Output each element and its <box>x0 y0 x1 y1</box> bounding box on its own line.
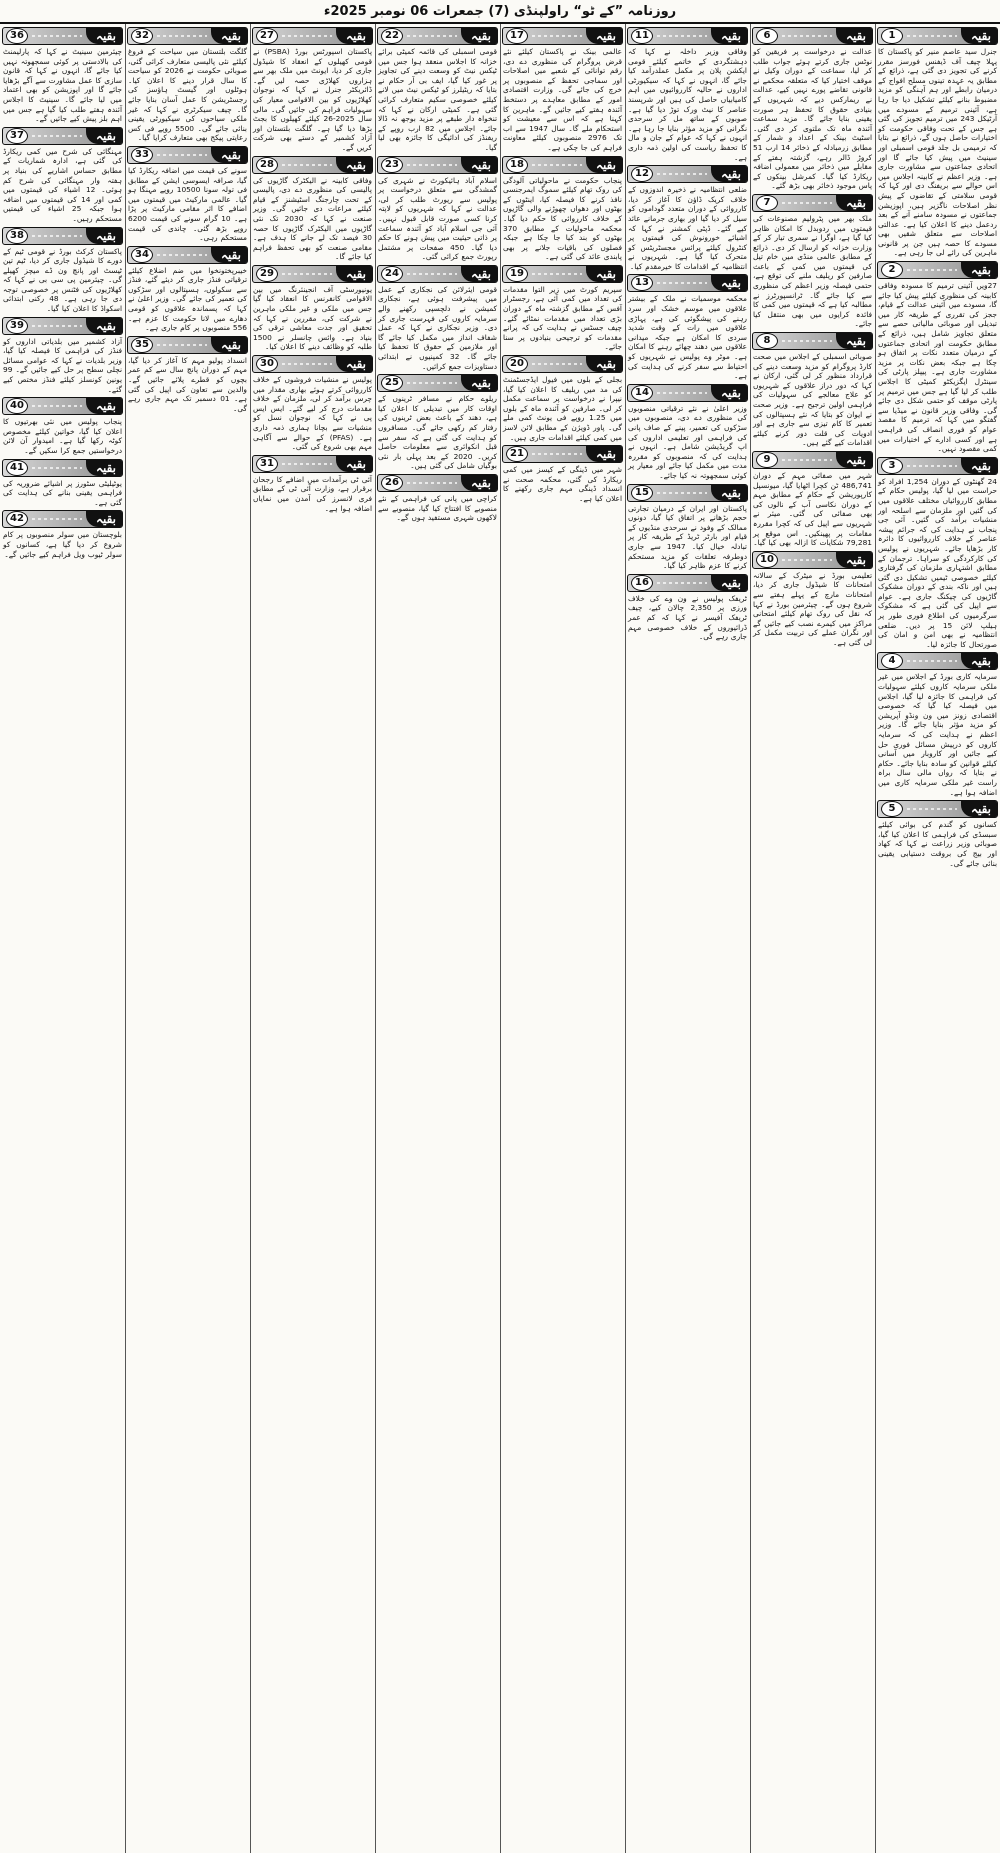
brief-number: 18 <box>506 157 528 173</box>
brief-banner <box>377 374 498 392</box>
brief-label: بقیہ <box>211 247 247 263</box>
brief-text: بجلی کے بلوں میں فیول ایڈجسٹمنٹ کی مد میں ریلیف کا اعلان کیا گیا، نیپرا نے درخواست پر سماعت مکمل کر لی۔ صارفین کو آئندہ ماہ کے بلوں میں 1.25 روپے فی یونٹ کمی ملے گی۔ پاور ڈویژن کے مطابق لائن لاسز میں کمی کیلئے اقدامات جاری ہیں۔ <box>503 375 622 442</box>
brief-number: 19 <box>506 266 528 282</box>
brief-text: پاکستان اور ایران کے درمیان تجارتی حجم بڑھانے پر اتفاق کیا گیا، دونوں ممالک کے وفود نے سرحدی منڈیوں کے قیام اور بارٹر ٹریڈ کے طریقہ کار پر تبادلہ خیال کیا۔ 1947 سے جاری دوطرفہ تعلقات کو مزید مستحکم کرنے کا عزم ظاہر کیا گیا۔ <box>628 503 747 571</box>
brief-banner <box>2 227 123 245</box>
brief-number: 5 <box>881 801 903 817</box>
brief-number: 25 <box>381 375 403 391</box>
column-rule <box>750 24 751 1853</box>
brief-number: 28 <box>256 157 278 173</box>
brief-number: 29 <box>256 266 278 282</box>
column-rule <box>250 24 251 1853</box>
column-rule <box>625 24 626 1853</box>
banner-ornament-icon <box>32 135 82 137</box>
brief-number: 42 <box>6 511 28 527</box>
brief-label: بقیہ <box>961 28 997 44</box>
brief-label: بقیہ <box>86 228 122 244</box>
brief-banner <box>752 451 873 469</box>
brief-number: 31 <box>256 456 278 472</box>
brief-text: شہر میں ڈینگی کے کیسز میں کمی ریکارڈ کی گئی، محکمہ صحت نے انسداد ڈینگی مہم جاری رکھنے کا اعلان کیا ہے۔ <box>503 465 622 503</box>
brief-label: بقیہ <box>711 166 747 182</box>
brief-banner <box>627 27 748 45</box>
brief-banner <box>502 445 623 463</box>
brief-number: 41 <box>6 460 28 476</box>
brief-number: 11 <box>631 28 653 44</box>
banner-ornament-icon <box>32 325 82 327</box>
brief-label: بقیہ <box>461 266 497 282</box>
brief-banner <box>2 510 123 528</box>
banner-ornament-icon <box>157 254 207 256</box>
column-8 <box>0 24 125 1853</box>
brief-label: بقیہ <box>86 28 122 44</box>
banner-ornament-icon <box>907 465 957 467</box>
brief-number: 40 <box>6 398 28 414</box>
brief-banner <box>377 265 498 283</box>
brief-text: 27ویں آئینی ترمیم کا مسودہ وفاقی کابینہ کی منظوری کیلئے پیش کیا جائے گا، مسودے میں آئینی عدالت کے قیام، ججز کی تقرری کے طریقہ کار میں تبدیلی اور صوبائی مالیاتی حصے سے متعلق تجاویز شامل ہیں، ذرائع کے مطابق حکومت اور اتحادی جماعتوں کے درمیان متعدد نکات پر اتفاق ہو چکا ہے جبکہ بعض نکات پر مزید مشاورت جاری ہے۔ پیپلز پارٹی کی سینٹرل ایگزیکٹو کمیٹی کا اجلاس طلب کر لیا گیا ہے جس میں ترمیم پر پارٹی موقف کو حتمی شکل دی جائے گی۔ وفاقی وزیر قانون نے میڈیا سے گفتگو میں کہا کہ ترمیم کا مقصد عوام کو فوری انصاف کی فراہمی ہے اور کسی ادارے کے اختیارات میں کمی مقصود نہیں۔ <box>878 281 997 454</box>
column-4 <box>500 24 625 1853</box>
brief-banner <box>127 336 248 354</box>
brief-label: بقیہ <box>836 552 872 568</box>
brief-banner <box>2 127 123 145</box>
brief-label: بقیہ <box>336 456 372 472</box>
brief-number: 32 <box>131 28 153 44</box>
brief-banner <box>502 156 623 174</box>
column-1 <box>875 24 1000 1853</box>
brief-number: 36 <box>6 28 28 44</box>
brief-text: قومی ایئرلائن کی نجکاری کے عمل میں پیشرفت ہوئی ہے، نجکاری کمیشن نے دلچسپی رکھنے والے سرمایہ کاروں کی فہرست جاری کر دی۔ وزیر نجکاری نے کہا کہ عمل شفاف انداز میں مکمل کیا جائے گا اور ملازمین کے حقوق کا تحفظ کیا جائے گا۔ 32 کمپنیوں نے ابتدائی دستاویزات جمع کرائیں۔ <box>378 284 497 371</box>
brief-number: 30 <box>256 356 278 372</box>
brief-label: بقیہ <box>961 458 997 474</box>
brief-label: بقیہ <box>586 446 622 462</box>
banner-ornament-icon <box>32 235 82 237</box>
brief-banner <box>877 261 998 279</box>
brief-label: بقیہ <box>836 195 872 211</box>
banner-ornament-icon <box>32 467 82 469</box>
brief-label: بقیہ <box>961 801 997 817</box>
banner-ornament-icon <box>782 202 832 204</box>
brief-banner <box>752 551 873 569</box>
brief-number: 14 <box>631 385 653 401</box>
brief-label: بقیہ <box>586 356 622 372</box>
brief-number: 9 <box>756 452 778 468</box>
banner-ornament-icon <box>657 392 707 394</box>
brief-label: بقیہ <box>711 385 747 401</box>
brief-number: 23 <box>381 157 403 173</box>
banner-ornament-icon <box>657 35 707 37</box>
brief-banner <box>752 332 873 350</box>
brief-banner <box>502 27 623 45</box>
brief-text: وزیر اعلیٰ نے نئے ترقیاتی منصوبوں کی منظوری دے دی، منصوبوں میں سڑکوں کی تعمیر، پینے کے صاف پانی کی فراہمی اور تعلیمی اداروں کی اپ گریڈیشن شامل ہے۔ انہوں نے ہدایت کی کہ منصوبوں کو مقررہ مدت میں مکمل کیا جائے اور معیار پر کوئی سمجھوتہ نہ کیا جائے۔ <box>628 403 747 480</box>
brief-number: 13 <box>631 275 653 291</box>
brief-text: ٹریفک پولیس نے ون وے کی خلاف ورزی پر 2,350 چالان کیے، چیف ٹریفک آفیسر نے کہا کہ کم عمر ڈرائیوروں کے خلاف خصوصی مہم جاری رہے گی۔ <box>628 593 747 642</box>
brief-label: بقیہ <box>86 318 122 334</box>
column-6 <box>250 24 375 1853</box>
brief-number: 7 <box>756 195 778 211</box>
brief-label: بقیہ <box>586 28 622 44</box>
brief-label: بقیہ <box>711 485 747 501</box>
brief-text: ضلعی انتظامیہ نے ذخیرہ اندوزوں کے خلاف کریک ڈاؤن کا آغاز کر دیا، کارروائی کے دوران متعدد گوداموں کو سیل کر دیا گیا اور بھاری جرمانے عائد کیے گئے۔ ڈپٹی کمشنر نے کہا کہ اشیائے خورونوش کی قیمتوں پر کنٹرول کیلئے پرائس مجسٹریٹس کو متحرک کیا گیا ہے۔ شہریوں نے انتظامیہ کے اقدامات کا خیرمقدم کیا۔ <box>628 185 747 271</box>
brief-text: وفاقی کابینہ نے الیکٹرک گاڑیوں کی پالیسی کی منظوری دے دی، پالیسی کے تحت چارجنگ اسٹیشنز کے قیام کیلئے مراعات دی جائیں گی۔ وزیر صنعت نے کہا کہ 2030 تک نئی گاڑیوں میں الیکٹرک گاڑیوں کا حصہ 30 فیصد تک لے جانے کا ہدف ہے۔ مقامی صنعت کو بھی تحفظ فراہم کیا جائے گا۔ <box>253 175 372 262</box>
brief-banner <box>252 27 373 45</box>
banner-ornament-icon <box>282 35 332 37</box>
brief-text: سونے کی قیمت میں اضافہ ریکارڈ کیا گیا، صرافہ ایسوسی ایشن کے مطابق فی تولہ سونا 10500 روپے مہنگا ہو گیا۔ عالمی مارکیٹ میں قیمتوں میں اضافے کا اثر مقامی مارکیٹ پر پڑا ہے۔ 10 گرام سونے کی قیمت 6200 روپے بڑھ گئی۔ چاندی کی قیمت مستحکم رہی۔ <box>128 165 247 243</box>
banner-ornament-icon <box>532 164 582 166</box>
brief-number: 24 <box>381 266 403 282</box>
column-2 <box>750 24 875 1853</box>
brief-label: بقیہ <box>961 262 997 278</box>
banner-ornament-icon <box>782 559 832 561</box>
brief-banner <box>127 246 248 264</box>
brief-banner <box>627 274 748 292</box>
brief-banner <box>252 156 373 174</box>
brief-banner <box>627 384 748 402</box>
banner-ornament-icon <box>407 35 457 37</box>
banner-ornament-icon <box>782 459 832 461</box>
brief-banner <box>2 27 123 45</box>
brief-number: 27 <box>256 28 278 44</box>
banner-ornament-icon <box>657 492 707 494</box>
brief-banner <box>252 355 373 373</box>
brief-text: وفاقی وزیر داخلہ نے کہا کہ دہشتگردی کے خاتمے کیلئے قومی ایکشن پلان پر مکمل عملدرآمد کیا جائے گا، انہوں نے کہا کہ سیکیورٹی اداروں نے حالیہ کارروائیوں میں اہم کامیابیاں حاصل کی ہیں اور شرپسند عناصر کا نیٹ ورک توڑ دیا گیا ہے۔ صوبوں کے ساتھ مل کر سرحدی نگرانی کو مزید مؤثر بنایا جا رہا ہے۔ انہوں نے کہا کہ عوام کے جان و مال کا تحفظ ریاست کی اولین ذمہ داری ہے۔ <box>628 47 747 162</box>
brief-text: مہنگائی کی شرح میں کمی ریکارڈ کی گئی ہے، ادارہ شماریات کے مطابق حساس اشاریے کی بنیاد پر ہفتہ وار مہنگائی کی شرح کم ہوئی۔ 12 اشیاء کی قیمتوں میں کمی اور 14 کی قیمتوں میں اضافہ ہوا جبکہ 25 اشیاء کی قیمتیں مستحکم رہیں۔ <box>3 146 123 223</box>
banner-ornament-icon <box>907 35 957 37</box>
brief-text: چیئرمین سینیٹ نے کہا کہ پارلیمنٹ کی بالادستی پر کوئی سمجھوتہ نہیں کیا جائے گا، انہوں نے کہا کہ قانون سازی کا عمل مشاورت سے آگے بڑھایا جائے گا اور اپوزیشن کو بھی اعتماد میں لیا جائے گا۔ سینیٹ کا اجلاس آئندہ ہفتے طلب کیا گیا ہے جس میں اہم بلز پیش کیے جائیں گے۔ <box>3 47 122 124</box>
brief-label: بقیہ <box>336 28 372 44</box>
brief-text: پاکستان کرکٹ بورڈ نے قومی ٹیم کے دورے کا شیڈول جاری کر دیا، ٹیم تین ٹیسٹ اور پانچ ون ڈے میچز کھیلے گی۔ چیئرمین پی سی بی نے کہا کہ کھلاڑیوں کی فٹنس پر خصوصی توجہ دی جا رہی ہے۔ 48 رکنی ابتدائی اسکواڈ کا اعلان کیا گیا۔ <box>3 246 122 314</box>
brief-text: 24 گھنٹوں کے دوران 1,254 افراد کو حراست میں لیا گیا، پولیس حکام کے مطابق کارروائیاں مختلف علاقوں میں کی گئیں اور ملزمان سے اسلحہ اور منشیات برآمد کی گئیں۔ آئی جی پنجاب نے ہدایت کی کہ جرائم پیشہ عناصر کے خلاف کارروائیوں کا دائرہ کار بڑھایا جائے۔ شہریوں نے پولیس کی کارکردگی کو سراہا۔ ترجمان کے مطابق اشتہاری ملزمان کی گرفتاری کیلئے خصوصی ٹیمیں تشکیل دی گئی ہیں اور ناکہ بندی کے دوران مشکوک گاڑیوں کی چیکنگ جاری ہے۔ عوام سے اپیل کی گئی ہے کہ مشکوک سرگرمیوں کی اطلاع فوری طور پر ہیلپ لائن 15 پر دیں۔ ضلعی انتظامیہ نے بھی امن و امان کی صورتحال کا جائزہ لیا۔ <box>878 476 997 649</box>
banner-ornament-icon <box>282 164 332 166</box>
brief-number: 35 <box>131 337 153 353</box>
brief-number: 34 <box>131 247 153 263</box>
brief-label: بقیہ <box>461 28 497 44</box>
brief-text: شہر میں صفائی مہم کے دوران 486,741 ٹن کچرا اٹھایا گیا، میونسپل کارپوریشن کے حکام کے مطابق مہم کے دوران نکاسی آب کے نالوں کی بھی صفائی کی گئی۔ میئر نے شہریوں سے اپیل کی کہ کچرا مقررہ مقامات پر پھینکیں۔ اس موقع پر 79,281 شکایات کا ازالہ بھی کیا گیا۔ <box>753 470 872 548</box>
brief-banner <box>752 194 873 212</box>
column-3 <box>625 24 750 1853</box>
brief-label: بقیہ <box>211 147 247 163</box>
brief-text: جنرل سید عاصم منیر کو پاکستان کا پہلا چیف آف ڈیفنس فورسز مقرر کرنے کی تجویز دی گئی ہے، ذرائع کے مطابق یہ عہدہ تینوں مسلح افواج کے درمیان رابطے اور ہم آہنگی کو مزید مضبوط بنانے کیلئے تشکیل دیا جا رہا ہے، آئینی ترمیم کے مسودے میں آرٹیکل 243 میں ترمیم تجویز کی گئی ہے جس کے تحت وفاقی حکومت کو اختیارات حاصل ہوں گے، ذرائع نے بتایا کہ ترمیمی بل جلد قومی اسمبلی اور سینیٹ میں پیش کیا جائے گا اور اتحادی جماعتوں سے مشاورت جاری ہے۔ وزیر اعظم نے کابینہ اجلاس میں اس حوالے سے بریفنگ دی اور کہا کہ قومی سلامتی کے تقاضوں کے پیش نظر اصلاحات ناگزیر ہیں، اپوزیشن جماعتوں نے مسودہ سامنے آنے کے بعد ردعمل دینے کا اعلان کیا ہے۔ عدالتی اصلاحات سے متعلق شقیں بھی مسودے کا حصہ ہیں جن پر قانونی ماہرین کی رائے لی جا رہی ہے۔ <box>878 47 998 258</box>
brief-text: تعلیمی بورڈ نے میٹرک کے سالانہ امتحانات کا شیڈول جاری کر دیا، امتحانات مارچ کے پہلے ہفتے سے شروع ہوں گے۔ چیئرمین بورڈ نے کہا کہ نقل کی روک تھام کیلئے امتحانی مراکز میں کیمرے نصب کیے جائیں گے اور نگران عملے کی تربیت مکمل کر لی گئی ہے۔ <box>753 570 872 647</box>
brief-text: پنجاب پولیس میں نئی بھرتیوں کا اعلان کیا گیا، خواتین کیلئے مخصوص کوٹہ رکھا گیا ہے۔ امیدوار آن لائن درخواستیں جمع کرا سکیں گے۔ <box>3 417 122 455</box>
banner-ornament-icon <box>532 363 582 365</box>
banner-ornament-icon <box>407 482 457 484</box>
banner-ornament-icon <box>657 582 707 584</box>
brief-text: آزاد کشمیر میں بلدیاتی اداروں کو فنڈز کی فراہمی کا فیصلہ کیا گیا، وزیر بلدیات نے کہا کہ عوامی مسائل نچلی سطح پر حل کیے جائیں گے۔ 99 یونین کونسلز کیلئے فنڈز مختص کیے گئے۔ <box>3 336 122 394</box>
brief-number: 8 <box>756 333 778 349</box>
brief-text: اسلام آباد ہائیکورٹ نے شہری کی گمشدگی سے متعلق درخواست پر پولیس سے رپورٹ طلب کر لی، عدالت نے کہا کہ شہریوں کو لاپتہ کرنا کسی صورت قابل قبول نہیں۔ آئی جی اسلام آباد کو آئندہ سماعت پر ذاتی حیثیت میں پیش ہونے کا حکم دیا گیا۔ 450 صفحات پر مشتمل رپورٹ جمع کرائی گئی۔ <box>378 175 497 262</box>
brief-banner <box>877 800 998 818</box>
brief-label: بقیہ <box>211 28 247 44</box>
brief-text: سپریم کورٹ میں زیر التوا مقدمات کی تعداد میں کمی آئی ہے، رجسٹرار آفس کے مطابق گزشتہ ماہ کے دوران بڑی تعداد میں مقدمات نمٹائے گئے۔ چیف جسٹس نے ہدایت کی کہ پرانے مقدمات کو ترجیحی بنیادوں پر سنا جائے۔ <box>503 284 622 352</box>
brief-text: عدالت نے درخواست پر فریقین کو نوٹس جاری کرتے ہوئے جواب طلب کر لیا، سماعت کے دوران وکیل نے موقف اختیار کیا کہ متعلقہ محکمے نے قانونی تقاضے پورے نہیں کیے، عدالت نے ریمارکس دیے کہ شہریوں کے بنیادی حقوق کا تحفظ ہر صورت یقینی بنایا جائے گا۔ مزید سماعت آئندہ ماہ تک ملتوی کر دی گئی۔ اسٹیٹ بینک کے اعداد و شمار کے مطابق زرمبادلہ کے ذخائر 14 ارب 51 کروڑ ڈالر رہے، گزشتہ ہفتے کے مقابلے میں ذخائر میں معمولی اضافہ ریکارڈ کیا گیا۔ کمرشل بینکوں کے پاس موجود ذخائر بھی بڑھ گئے۔ <box>753 47 872 191</box>
banner-ornament-icon <box>782 35 832 37</box>
column-rule <box>500 24 501 1853</box>
brief-number: 37 <box>6 128 28 144</box>
banner-ornament-icon <box>282 463 332 465</box>
brief-number: 12 <box>631 166 653 182</box>
banner-ornament-icon <box>657 282 707 284</box>
brief-number: 26 <box>381 475 403 491</box>
brief-number: 38 <box>6 228 28 244</box>
banner-ornament-icon <box>32 405 82 407</box>
brief-text: یونیورسٹی آف انجینئرنگ میں بین الاقوامی کانفرنس کا انعقاد کیا گیا جس میں ملکی و غیر ملکی ماہرین نے شرکت کی، مقررین نے کہا کہ تحقیق اور جدت معاشی ترقی کی بنیاد ہے۔ وائس چانسلر نے 1500 طلبہ کو وظائف دینے کا اعلان کیا۔ <box>253 284 372 352</box>
brief-number: 16 <box>631 575 653 591</box>
brief-label: بقیہ <box>86 460 122 476</box>
brief-text: عالمی بینک نے پاکستان کیلئے نئے قرض پروگرام کی منظوری دے دی، رقم توانائی کے شعبے میں اصلاحات اور سماجی تحفظ کے منصوبوں پر خرچ کی جائے گی۔ وزارت اقتصادی امور کے مطابق معاہدے پر دستخط آئندہ ہفتے کیے جائیں گے۔ ماہرین کا کہنا ہے کہ اس سے معیشت کو استحکام ملے گا۔ سال 1947 سے اب تک 2976 منصوبوں کیلئے معاونت فراہم کی جا چکی ہے۔ <box>503 47 622 152</box>
brief-banner <box>2 459 123 477</box>
brief-text: آئی ٹی برآمدات میں اضافے کا رجحان برقرار ہے، وزارت آئی ٹی کے مطابق فری لانسرز کی آمدن میں نمایاں اضافہ ہوا ہے۔ <box>253 474 372 513</box>
brief-label: بقیہ <box>336 356 372 372</box>
brief-text: خیبرپختونخوا میں ضم اضلاع کیلئے ترقیاتی فنڈز جاری کر دیئے گئے، فنڈز سے سکولوں، ہسپتالوں اور سڑکوں کی تعمیر کی جائے گی۔ وزیر اعلیٰ نے کہا کہ پسماندہ علاقوں کو قومی دھارے میں لانا حکومت کا عزم ہے۔ 556 منصوبوں پر کام جاری ہے۔ <box>128 265 247 333</box>
brief-label: بقیہ <box>836 28 872 44</box>
brief-number: 10 <box>756 552 778 568</box>
brief-banner <box>377 474 498 492</box>
brief-label: بقیہ <box>836 333 872 349</box>
brief-text: گلگت بلتستان میں سیاحت کے فروغ کیلئے نئی پالیسی متعارف کرائی گئی، صوبائی حکومت نے 2026 کو سیاحت کا سال قرار دینے کا اعلان کیا۔ ہوٹلوں اور گیسٹ ہاؤسز کی رجسٹریشن کا عمل آسان بنایا جائے گا۔ چیف سیکرٹری نے کہا کہ غیر ملکی سیاحوں کی سیکیورٹی یقینی بنائی جائے گی۔ 5500 روپے فی کس رعایتی پیکج بھی متعارف کرایا گیا۔ <box>128 47 247 143</box>
brief-number: 22 <box>381 28 403 44</box>
brief-label: بقیہ <box>86 511 122 527</box>
brief-text: پولیس نے منشیات فروشوں کے خلاف کارروائی کرتے ہوئے بھاری مقدار میں چرس برآمد کر لی، ملزمان کے خلاف مقدمات درج کر لیے گئے۔ ایس ایس پی نے کہا کہ نوجوان نسل کو منشیات سے بچانا ہماری ذمہ داری ہے۔ (PFAS) کے حوالے سے آگاہی مہم بھی شروع کی گئی۔ <box>253 375 372 452</box>
brief-number: 4 <box>881 653 903 669</box>
brief-banner <box>377 27 498 45</box>
column-rule <box>375 24 376 1853</box>
brief-text: سرمایہ کاری بورڈ کے اجلاس میں غیر ملکی سرمایہ کاروں کیلئے سہولیات کی فراہمی کا جائزہ لیا گیا، اجلاس میں فیصلہ کیا گیا کہ خصوصی اقتصادی زونز میں ون ونڈو آپریشن کو مزید مؤثر بنایا جائے گا۔ وزیر اعظم نے ہدایت کی کہ سرمایہ کاروں کو درپیش مسائل فوری حل کیے جائیں اور کاروبار میں آسانی کیلئے قوانین کو سادہ بنایا جائے۔ حکام نے بتایا کہ رواں مالی سال براہ راست غیر ملکی سرمایہ کاری میں اضافہ ہوا ہے۔ <box>878 672 997 797</box>
brief-text: ملک بھر میں پٹرولیم مصنوعات کی قیمتوں میں ردوبدل کا امکان ظاہر کیا گیا ہے، اوگرا نے سمری تیار کر کے وزارت خزانہ کو ارسال کر دی۔ ذرائع کے مطابق عالمی منڈی میں خام تیل کی قیمتوں میں کمی کے باعث صارفین کو ریلیف ملنے کی توقع ہے، حتمی فیصلہ وزیر اعظم کی منظوری سے کیا جائے گا۔ ٹرانسپورٹرز نے مطالبہ کیا ہے کہ قیمتوں میں کمی کا فائدہ کرایوں میں بھی منتقل کیا جائے۔ <box>753 213 872 329</box>
brief-banner <box>877 457 998 475</box>
brief-number: 2 <box>881 262 903 278</box>
brief-text: محکمہ موسمیات نے ملک کے بیشتر علاقوں میں موسم خشک اور سرد رہنے کی پیشگوئی کی ہے، پہاڑی علاقوں میں رات کے وقت شدید سردی کا امکان ہے جبکہ میدانی علاقوں میں دھند چھائے رہنے کا امکان ہے۔ موٹر وے پولیس نے شہریوں کو احتیاط سے سفر کرنے کی ہدایت کی ہے۔ <box>628 294 747 381</box>
column-5 <box>375 24 500 1853</box>
banner-ornament-icon <box>532 35 582 37</box>
brief-number: 6 <box>756 28 778 44</box>
banner-ornament-icon <box>657 173 707 175</box>
brief-label: بقیہ <box>711 28 747 44</box>
brief-label: بقیہ <box>336 157 372 173</box>
banner-ornament-icon <box>157 154 207 156</box>
brief-label: بقیہ <box>461 475 497 491</box>
brief-number: 17 <box>506 28 528 44</box>
brief-text: انسداد پولیو مہم کا آغاز کر دیا گیا، مہم کے دوران پانچ سال سے کم عمر بچوں کو قطرے پلائے جائیں گے۔ والدین سے تعاون کی اپیل کی گئی ہے۔ 01 دسمبر تک مہم جاری رہے گی۔ <box>128 355 247 413</box>
column-rule <box>875 24 876 1853</box>
brief-banner <box>252 265 373 283</box>
brief-number: 33 <box>131 147 153 163</box>
news-columns <box>0 24 1000 1853</box>
brief-banner <box>2 317 123 335</box>
brief-banner <box>627 484 748 502</box>
brief-banner <box>877 27 998 45</box>
brief-text: بلوچستان میں سولر منصوبوں پر کام شروع کر دیا گیا ہے، کسانوں کو سولر ٹیوب ویل فراہم کیے جائیں گے۔ <box>3 530 122 559</box>
brief-text: صوبائی اسمبلی کے اجلاس میں صحت کارڈ پروگرام کو مزید وسعت دینے کی قرارداد منظور کر لی گئی، ارکان نے کہا کہ دور دراز علاقوں کے شہریوں کو علاج معالجے کی سہولیات کی فراہمی اولین ترجیح ہے۔ وزیر صحت نے ایوان کو بتایا کہ نئے ہسپتالوں کی تعمیر کا کام تیزی سے جاری ہے اور ادویات کی قلت دور کرنے کیلئے اقدامات کیے گئے ہیں۔ <box>753 352 872 448</box>
brief-label: بقیہ <box>461 375 497 391</box>
brief-label: بقیہ <box>836 452 872 468</box>
column-7 <box>125 24 250 1853</box>
brief-label: بقیہ <box>961 653 997 669</box>
brief-label: بقیہ <box>461 157 497 173</box>
banner-ornament-icon <box>32 35 82 37</box>
brief-text: کراچی میں پانی کی فراہمی کے نئے منصوبے کا افتتاح کیا گیا، منصوبے سے لاکھوں شہری مستفید ہوں گے۔ <box>378 493 497 523</box>
brief-banner <box>127 146 248 164</box>
brief-text: قومی اسمبلی کی قائمہ کمیٹی برائے خزانہ کا اجلاس منعقد ہوا جس میں ٹیکس نیٹ کو وسعت دینے کی تجاویز پر غور کیا گیا، ایف بی آر حکام نے بتایا کہ ریٹیلرز کو ٹیکس نیٹ میں لانے کیلئے خصوصی سکیم متعارف کرائی گئی ہے۔ کمیٹی ارکان نے کہا کہ تنخواہ دار طبقے پر مزید بوجھ نہ ڈالا جائے۔ اجلاس میں 82 ارب روپے کے ریفنڈز کی ادائیگی کا جائزہ بھی لیا گیا۔ <box>378 47 497 152</box>
banner-ornament-icon <box>282 363 332 365</box>
brief-label: بقیہ <box>586 266 622 282</box>
brief-number: 1 <box>881 28 903 44</box>
banner-ornament-icon <box>407 164 457 166</box>
brief-banner <box>127 27 248 45</box>
page-masthead: روزنامہ ”کے ٹو“ راولپنڈی (7) جمعرات 06 نومبر 2025ء <box>0 0 1000 24</box>
brief-label: بقیہ <box>336 266 372 282</box>
brief-text: پنجاب حکومت نے ماحولیاتی آلودگی کی روک تھام کیلئے سموگ ایمرجنسی نافذ کرنے کا فیصلہ کیا، اینٹوں کے بھٹوں اور دھواں چھوڑنے والی گاڑیوں کے خلاف کارروائی کا حکم دیا گیا۔ محکمہ ماحولیات کے مطابق 370 بھٹوں کو بند کیا جا چکا ہے جبکہ فصلوں کی باقیات جلانے پر بھی پابندی عائد کی گئی ہے۔ <box>503 175 622 262</box>
brief-label: بقیہ <box>211 337 247 353</box>
banner-ornament-icon <box>907 660 957 662</box>
brief-label: بقیہ <box>711 575 747 591</box>
brief-text: یوٹیلیٹی سٹورز پر اشیائے ضروریہ کی فراہمی یقینی بنانے کی ہدایت کی گئی ہے۔ <box>3 478 122 507</box>
brief-label: بقیہ <box>86 398 122 414</box>
brief-banner <box>752 27 873 45</box>
banner-ornament-icon <box>407 382 457 384</box>
banner-ornament-icon <box>907 269 957 271</box>
banner-ornament-icon <box>32 518 82 520</box>
brief-banner <box>502 355 623 373</box>
brief-number: 21 <box>506 446 528 462</box>
brief-text: کسانوں کو گندم کی بوائی کیلئے سبسڈی کی فراہمی کا اعلان کیا گیا، صوبائی وزیر زراعت نے کہا کہ کھاد اور بیج کی بروقت دستیابی یقینی بنائی جائے گی۔ <box>878 820 997 868</box>
brief-banner <box>627 165 748 183</box>
column-rule <box>125 24 126 1853</box>
brief-banner <box>252 455 373 473</box>
brief-number: 3 <box>881 458 903 474</box>
brief-banner <box>877 652 998 670</box>
brief-label: بقیہ <box>586 157 622 173</box>
brief-number: 20 <box>506 356 528 372</box>
banner-ornament-icon <box>157 35 207 37</box>
brief-banner <box>502 265 623 283</box>
brief-number: 39 <box>6 318 28 334</box>
banner-ornament-icon <box>532 453 582 455</box>
brief-banner <box>2 397 123 415</box>
brief-text: ریلوے حکام نے مسافر ٹرینوں کے اوقات کار میں تبدیلی کا اعلان کیا ہے، دھند کے باعث بعض ٹرینوں کی رفتار کم رکھی جائے گی۔ مسافروں کو ہدایت کی گئی ہے کہ سفر سے قبل انکوائری سے معلومات حاصل کریں۔ 2020 کے بعد پہلی بار نئی بوگیاں شامل کی گئی ہیں۔ <box>378 394 497 471</box>
brief-text: پاکستان اسپورٹس بورڈ (PSBA) نے قومی کھیلوں کے انعقاد کا شیڈول جاری کر دیا، ایونٹ میں ملک بھر سے ہزاروں کھلاڑی حصہ لیں گے۔ ڈائریکٹر جنرل نے کہا کہ نوجوان کھلاڑیوں کو بین الاقوامی معیار کی سہولیات فراہم کی جائیں گی۔ مالی سال 2025-26 کیلئے کھیلوں کا بجٹ بڑھا دیا گیا ہے۔ گلگت بلتستان اور آزاد کشمیر کے دستے بھی شرکت کریں گے۔ <box>253 47 373 152</box>
banner-ornament-icon <box>782 340 832 342</box>
banner-ornament-icon <box>282 273 332 275</box>
banner-ornament-icon <box>407 273 457 275</box>
brief-banner <box>377 156 498 174</box>
brief-label: بقیہ <box>86 128 122 144</box>
brief-banner <box>627 574 748 592</box>
banner-ornament-icon <box>157 344 207 346</box>
brief-label: بقیہ <box>711 275 747 291</box>
banner-ornament-icon <box>532 273 582 275</box>
brief-number: 15 <box>631 485 653 501</box>
banner-ornament-icon <box>907 808 957 810</box>
